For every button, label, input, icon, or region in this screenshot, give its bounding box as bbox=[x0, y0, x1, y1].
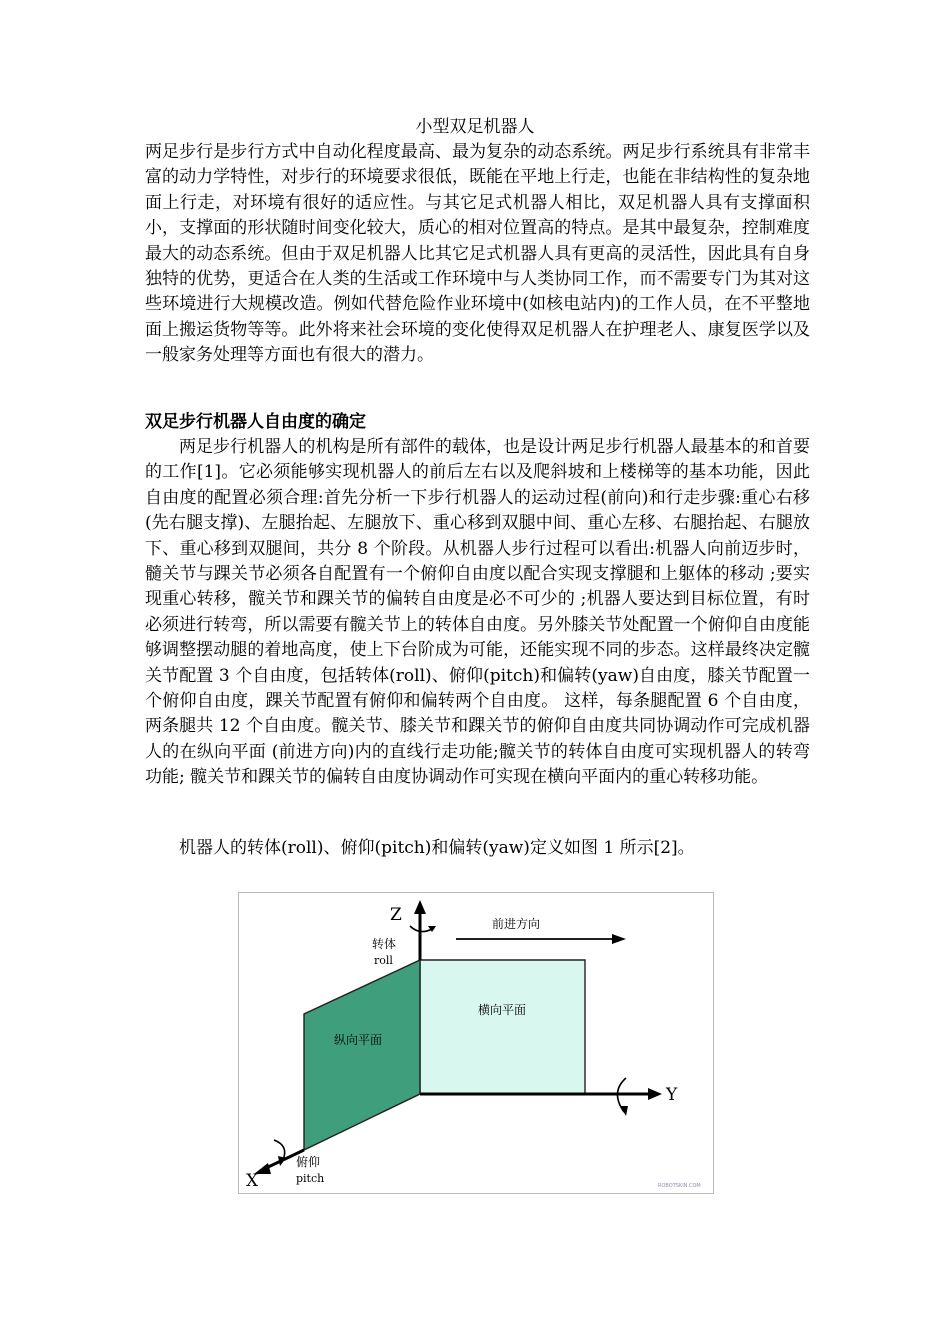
roll-label-cn: 转体 bbox=[372, 937, 397, 951]
intro-paragraph: 两足步行是步行方式中自动化程度最高、最为复杂的动态系统。两足步行系统具有非常丰富的动力学特性，对步行的环境要求很低，既能在平地上行走，也能在非结构性的复杂地面上行走，对环境有很好的适应性。与其它足式机器人相比，双足机器人具有支撑面积小，支撑面的形状随时间变化较大，质心的相对位置高的特点。是其中最复杂，控制难度最大的动态系统。但由于双足机器人比其它足式机器人具有更高的灵活性，因此具有自身独特的优势，更适合在人类的生活或工作环境中与人类协同工作，而不需要专门为其对这些环境进行大规模改造。例如代替危险作业环境中(如核电站内)的工作人员，在不平整地面上搬运货物等等。此外将来社会环境的变化使得双足机器人在护理老人、康复医学以及一般家务处理等方面也有很大的潜力。 bbox=[145, 142, 810, 366]
forward-direction-label: 前进方向 bbox=[492, 917, 541, 931]
y-axis-label: Y bbox=[666, 1085, 678, 1105]
figure-reference-paragraph: 机器人的转体(roll)、俯仰(pitch)和偏转(yaw)定义如图 1 所示[2]。 bbox=[179, 838, 695, 858]
dof-paragraph: 两足步行机器人的机构是所有部件的载体，也是设计两足步行机器人最基本的和首要的工作[1]。它必须能够实现机器人的前后左右以及爬斜坡和上楼梯等的基本功能，因此自由度的配置必须合理:首先分析一下步行机器人的运动过程(前向)和行走步骤:重心右移(先右腿支撑)、左腿抬起、左腿放下、重心移到双腿中间、重心左移、右腿抬起、右腿放下、重心移到双腿间，共分 8 个阶段。从机器人步行过程可以看出:机器人向前迈步时，髓关节与踝关节必须各自配置有一个俯仰自由度以配合实现支撑腿和上躯体的移动 ;要实现重心转移，髋关节和踝关节的偏转自由度是必不可少的 ;机器人要达到目标位置，有时必须进行转弯，所以需要有髋关节上的转体自由度。另外膝关节处配置一个俯仰自由度能够调整摆动腿的着地高度，使上下台阶成为可能，还能实现不同的步态。这样最终决定髋关节配置 3 个自由度，包括转体(roll)、俯仰(pitch)和偏转(yaw)自由度，膝关节配置一个俯仰自由度，踝关节配置有俯仰和偏转两个自由度。 这样，每条腿配置 6 个自由度，两条腿共 12 个自由度。髋关节、膝关节和踝关节的俯仰自由度共同协调动作可完成机器人的在纵向平面 (前进方向)内的直线行走功能;髋关节的转体自由度可实现机器人的转弯功能; 髋关节和踝关节的偏转自由度协调动作可实现在横向平面内的重心转移功能。 bbox=[145, 437, 810, 788]
pitch-label-en: pitch bbox=[296, 1172, 325, 1185]
robot-axes-figure bbox=[238, 892, 714, 1194]
x-axis-label: X bbox=[246, 1171, 259, 1191]
document-title: 小型双足机器人 bbox=[415, 117, 535, 137]
lateral-plane-label: 横向平面 bbox=[478, 1003, 527, 1017]
sagittal-plane-label: 纵向平面 bbox=[334, 1033, 383, 1047]
axes-diagram bbox=[238, 892, 714, 1194]
figure-watermark: ROBOTSKIN.COM bbox=[658, 1183, 701, 1189]
roll-label-en: roll bbox=[374, 954, 393, 967]
z-axis-label: Z bbox=[390, 905, 402, 925]
lateral-plane bbox=[420, 960, 585, 1094]
section-heading: 双足步行机器人自由度的确定 bbox=[145, 412, 366, 432]
pitch-label-cn: 俯仰 bbox=[296, 1155, 321, 1169]
